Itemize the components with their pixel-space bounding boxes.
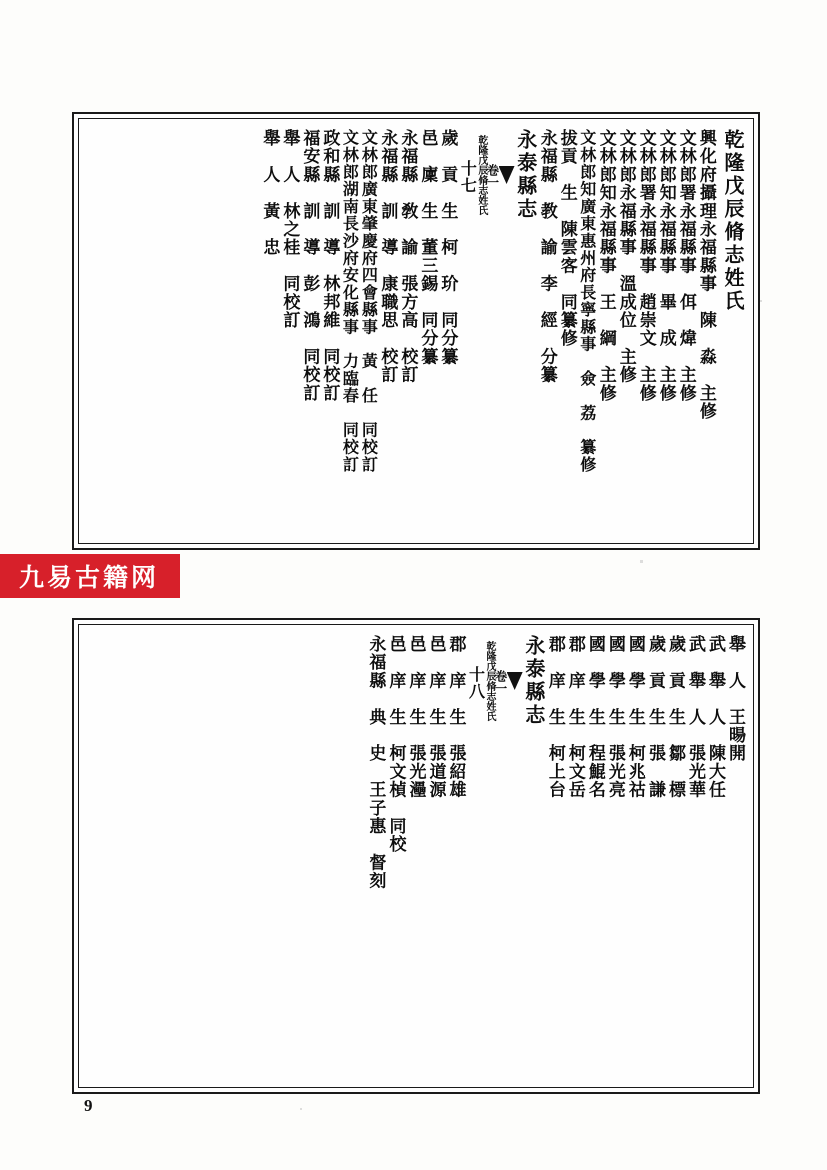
- entry-column: 拔貢 生 陳雲客 同纂修: [556, 129, 577, 348]
- running-title-text: 永泰縣志: [513, 129, 538, 221]
- entry-column: 福安縣 訓 導 彭 鴻 同校訂: [299, 129, 320, 402]
- entry-column: 武 舉 人 張光華: [684, 635, 705, 799]
- fishtail-mark-icon: [507, 672, 523, 690]
- running-volume: 卷一: [493, 670, 508, 694]
- entry-column: 邑 庠 生 張光灅: [405, 635, 426, 799]
- entry-column: 邑 廩 生 董三錫 同分纂: [417, 129, 438, 366]
- entry-column: 文林郎湖南長沙府安化縣事 力臨春 同校訂: [340, 129, 360, 473]
- entry-column: 國 學 生 柯兆祜: [624, 635, 645, 799]
- running-title-text: 永泰縣志: [521, 635, 546, 727]
- entry-column: 舉 人 黃 忠: [259, 129, 280, 257]
- top-panel-heading: 乾隆戊辰脩志姓氏: [721, 129, 745, 313]
- entry-column: 邑 庠 生 柯文楨 同校: [385, 635, 406, 854]
- entry-column: 歲 貢 生 鄒 標: [664, 635, 685, 799]
- entry-column: 歲 貢 生 柯 玠 同分纂: [437, 129, 458, 366]
- entry-column: 郡 庠 生 柯上台: [544, 635, 565, 799]
- running-note: 乾隆戊辰脩志姓氏: [475, 135, 487, 215]
- running-title-bottom: [465, 635, 544, 727]
- entry-column: 永福縣 教 諭 李 經 分纂: [536, 129, 557, 384]
- entry-column: 永福縣 訓 導 康職思 校訂: [377, 129, 398, 384]
- entry-column: 國 學 生 程鯤名: [584, 635, 605, 799]
- entry-column: 永福縣 敎 諭 張方高 校訂: [397, 129, 418, 384]
- scan-speckle: [300, 1108, 302, 1110]
- entry-column: 國 學 生 張光亮: [604, 635, 625, 799]
- folio-number: 十七: [458, 160, 478, 194]
- entry-column: 文林郎知永福縣事 王 綱 主修: [595, 129, 616, 402]
- entry-column: 郡 庠 生 張紹雄: [445, 635, 466, 799]
- bottom-panel-columns: [79, 625, 753, 1087]
- fishtail-mark-icon: [499, 166, 515, 184]
- top-panel-border: [78, 118, 754, 544]
- bottom-text-panel: [72, 618, 760, 1094]
- entry-column: 邑 庠 生 張道源: [425, 635, 446, 799]
- entry-column: 文林郎署永福縣事 佴 煒 主修: [675, 129, 696, 402]
- running-note: 乾隆戊辰脩志姓氏: [483, 641, 495, 721]
- folio-number: 十八: [466, 666, 486, 700]
- running-volume: 卷一: [485, 164, 500, 188]
- entry-column: 郡 庠 生 柯文岳: [564, 635, 585, 799]
- entry-column: 文林郎知永福縣事 畢 成 主修: [655, 129, 676, 402]
- entry-column: 文林郎永福縣事 溫成位 主修: [615, 129, 636, 384]
- entry-column: 文林郎署永福縣事 趙崇文 主修: [635, 129, 656, 402]
- entry-column: 歲 貢 生 張 謙: [644, 635, 665, 799]
- running-title-top: [457, 129, 536, 221]
- entry-column: 舉 人 林之桂 同校訂: [279, 129, 300, 330]
- entry-column: 興化府攝理永福縣事 陳 淼 主修: [695, 129, 716, 421]
- top-text-panel: [72, 112, 760, 550]
- entry-column: 永福縣 典 史 王子惠 督刻: [365, 635, 386, 890]
- entry-column: 武 舉 人 陳大任: [704, 635, 725, 799]
- scan-speckle: [640, 560, 643, 563]
- watermark-stamp: 九易古籍网: [0, 556, 178, 596]
- entry-column: 文林郎廣東肇慶府四會縣事 黃 任 同校訂: [359, 129, 379, 473]
- entry-column: 政和縣 訓 導 林邦維 同校訂: [319, 129, 340, 402]
- page-number: 9: [84, 1096, 93, 1115]
- scan-speckle: [760, 300, 762, 302]
- top-panel-columns: [79, 119, 753, 543]
- entry-column: 文林郎知廣東惠州府長寧縣事 僉 荔 纂修: [577, 129, 597, 473]
- bottom-panel-border: [78, 624, 754, 1088]
- entry-column: 舉 人 王暘開: [725, 635, 745, 763]
